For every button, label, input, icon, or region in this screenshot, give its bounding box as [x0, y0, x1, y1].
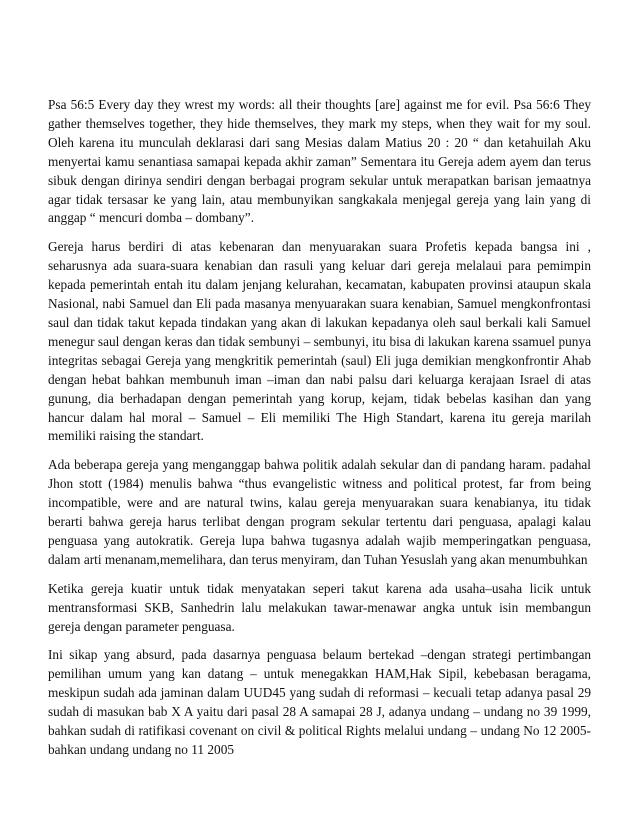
paragraph-politics-secular: Ada beberapa gereja yang menganggap bahwa politik adalah sekular dan di pandang haram. padahal Jhon stott (1984) menulis bahwa “thus evangelistic witness and political protest, far from being incompatible, were and are natural twins, kalau gereja menyuarakan suara kenabianya, itu tidak berarti bahwa gereja harus terlibat dengan program sekular tertentu dari penguasa, apalagi kalau penguasa yang autokratik. Gereja lupa bahwa tugasnya adalah wajib memperingatkan penguasa, dalam arti menanam,memelihara, dan terus menyiram, dan Tuhan Yesuslah yang akan menumbuhkan [48, 457, 591, 567]
paragraph-absurd-attitude: Ini sikap yang absurd, pada dasarnya penguasa belaum bertekad –dengan strategi pertimbangan pemilihan umum yang kan datang – untuk menegakkan HAM,Hak Sipil, kebebasan beragama, meskipun sudah ada jaminan dalam UUD45 yang sudah di reformasi – kecuali tetap adanya pasal 29 sudah di masukan bab X A yaitu dari pasal 28 A samapai 28 J, adanya undang – undang no 39 1999, bahkan sudah di ratifikasi covenant on civil & political Rights melalui undang – undang No 12 2005- bahkan undang undang no 11 2005 [48, 647, 591, 757]
document-body [48, 96, 591, 760]
paragraph-church-worry: Ketika gereja kuatir untuk tidak menyatakan seperi takut karena ada usaha–usaha licik untuk mentransformasi SKB, Sanhedrin lalu melakukan tawar-menawar angka untuk isin membangun gereja dengan parameter penguasa. [48, 580, 591, 634]
paragraph-psalm-intro: Psa 56:5 Every day they wrest my words: all their thoughts [are] against me for evil. Psa 56:6 They gather themselves together, they hide themselves, they mark my steps, when they wait for my soul. Oleh karena itu munculah deklarasi dari sang Mesias dalam Matius 20 : 20 “ dan ketahuilah Aku menyertai kamu senantiasa samapai kepada akhir zaman” Sementara itu Gereja adem ayem dan terus sibuk dengan dirinya sendiri dengan berbagai program sekular untuk merapatkan barisan jemaatnya agar tidak tersasar ke yang lain, atau membunyikan sangkakala menjegal gereja yang lain yang di anggap “ mencuri domba – dombany”. [48, 97, 591, 226]
paragraph-prophetic-voice: Gereja harus berdiri di atas kebenaran dan menyuarakan suara Profetis kepada bangsa ini , seharusnya ada suara-suara kenabian dan rasuli yang keluar dari gereja melalaui para pemimpin kepada pemerintah entah itu dalam jenjang kelurahan, kecamatan, kabupaten provinsi ataupun skala Nasional, nabi Samuel dan Eli pada masanya menyuarakan suara kenabian, Samuel mengkonfrontasi saul dan tidak takut kepada tindakan yang akan di lakukan kepadanya oleh saul berkali kali Samuel menegur saul dengan keras dan tidak sembunyi – sembunyi, itu bisa di lakukan karena ssamuel punya integritas sebagai Gereja yang mengkritik pemerintah (saul) Eli juga demikian mengkonfrontir Ahab dengan hebat bahkan membunuh iman –iman dan nabi palsu dari keluarga kerajaan Israel di atas gunung, dia berhadapan dengan pemerintah yang korup, kejam, tidak bebelas kasihan dan yang hancur dalam hal moral – Samuel – Eli memiliki The High Standart, karena itu gereja marilah memiliki raising the standart. [48, 239, 591, 444]
